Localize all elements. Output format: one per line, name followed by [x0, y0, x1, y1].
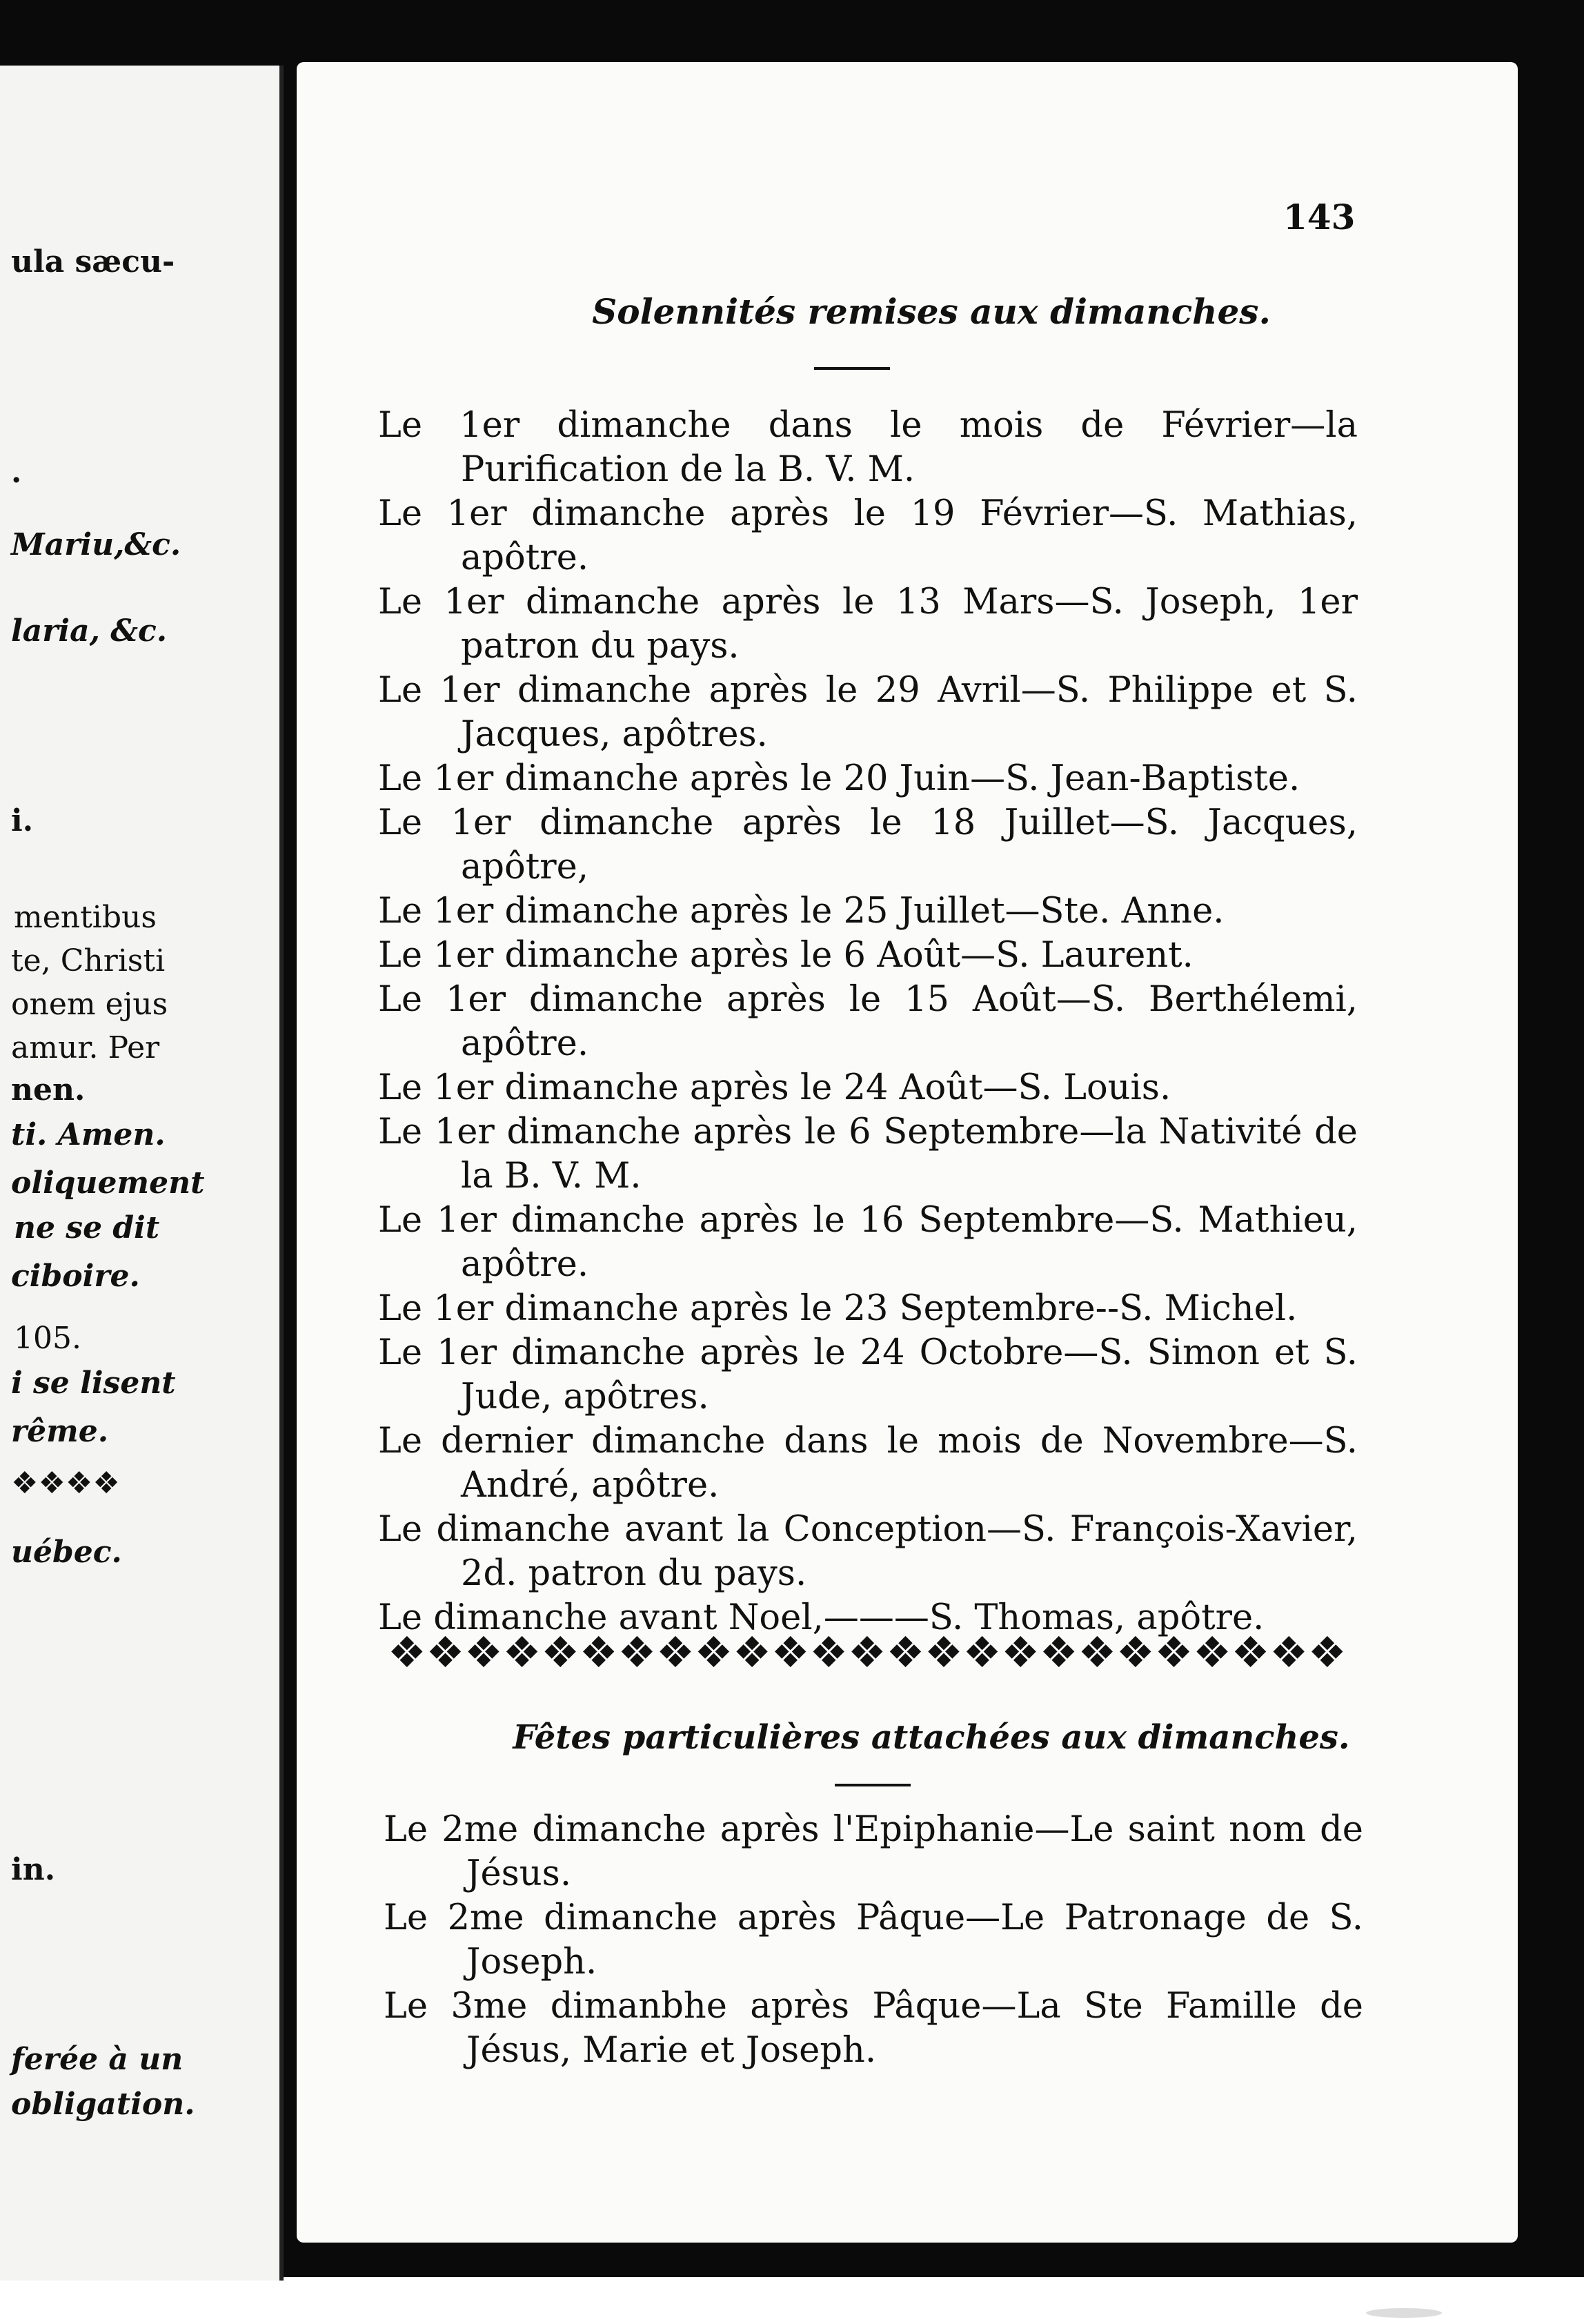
left-line: i se lisent — [11, 1366, 176, 1401]
left-line: 105. — [14, 1321, 81, 1356]
section-heading-fetes: Fêtes particulières attachées aux dimanches. — [513, 1718, 1350, 1757]
left-line: mentibus — [14, 900, 157, 935]
page-number: 143 — [1283, 197, 1356, 237]
list-item: Le 1er dimanche après le 6 Août—S. Laurent. — [378, 935, 1194, 976]
list-item: Le 1er dimanche après le 6 Septembre—la Nativité de la B. V. M. — [378, 1112, 1358, 1197]
left-line: amur. Per — [11, 1030, 160, 1065]
left-ornaments: ❖❖❖❖ — [11, 1466, 120, 1501]
list-item: Le 1er dimanche après le 19 Février—S. Mathias, apôtre. — [378, 493, 1358, 578]
left-line: ti. Amen. — [11, 1117, 166, 1152]
list-item: Le 1er dimanche après le 24 Août—S. Louis. — [378, 1067, 1171, 1108]
left-line: Mariu,&c. — [11, 527, 181, 562]
list-item: Le 1er dimanche après le 18 Juillet—S. Jacques, apôtre, — [378, 802, 1358, 887]
left-line: uébec. — [11, 1535, 122, 1570]
left-line: nen. — [11, 1072, 86, 1107]
list-item: Le 1er dimanche après le 15 Août—S. Berthélemi, apôtre. — [378, 979, 1358, 1064]
left-line: ciboire. — [11, 1259, 140, 1294]
list-item: Le 1er dimanche après le 20 Juin—S. Jean-Baptiste. — [378, 758, 1300, 799]
left-line: te, Christi — [11, 943, 166, 978]
left-line: ferée à un — [11, 2042, 184, 2077]
left-line: ula sæcu- — [11, 244, 175, 279]
list-item: Le 1er dimanche après le 23 Septembre--S. Michel. — [378, 1288, 1298, 1329]
heading-rule — [835, 1784, 911, 1786]
heading-rule — [814, 367, 890, 370]
previous-page-fragment — [0, 66, 284, 2281]
left-line: . — [11, 455, 22, 490]
ornament-divider: ❖❖❖❖❖❖❖❖❖❖❖❖❖❖❖❖❖❖❖❖❖❖❖❖❖ — [388, 1627, 1347, 1677]
list-item: Le 2me dimanche après Pâque—Le Patronage de S. Joseph. — [384, 1898, 1363, 1982]
left-line: in. — [11, 1852, 56, 1887]
solennites-list — [378, 404, 1358, 1640]
list-item: Le 1er dimanche après le 13 Mars—S. Joseph, 1er patron du pays. — [378, 582, 1358, 667]
list-item: Le dernier dimanche dans le mois de Novembre—S. André, apôtre. — [378, 1421, 1358, 1506]
list-item: Le 1er dimanche après le 25 Juillet—Ste. Anne. — [378, 891, 1225, 932]
list-item: Le 1er dimanche après le 29 Avril—S. Philippe et S. Jacques, apôtres. — [378, 670, 1358, 755]
left-line: ne se dit — [14, 1210, 160, 1245]
list-item: Le 1er dimanche après le 24 Octobre—S. Simon et S. Jude, apôtres. — [378, 1332, 1358, 1417]
left-line: oliquement — [11, 1165, 205, 1201]
list-item: Le 2me dimanche après l'Epiphanie—Le saint nom de Jésus. — [384, 1809, 1363, 1894]
left-line: i. — [11, 803, 34, 838]
scan-smudge — [1366, 2308, 1442, 2318]
left-line: rême. — [11, 1414, 109, 1449]
list-item: Le dimanche avant Noel,———S. Thomas, apôtre. — [378, 1597, 1265, 1638]
left-line: onem ejus — [11, 987, 168, 1022]
list-item: Le dimanche avant la Conception—S. François-Xavier, 2d. patron du pays. — [378, 1509, 1358, 1594]
section-heading-solennites: Solennités remises aux dimanches. — [592, 291, 1271, 332]
scan-border-right — [1518, 41, 1584, 2277]
list-item: Le 3me dimanbhe après Pâque—La Ste Famille de Jésus, Marie et Joseph. — [384, 1986, 1363, 2071]
left-line: obligation. — [11, 2087, 195, 2122]
left-line: laria, &c. — [11, 613, 168, 649]
fetes-list — [384, 1808, 1363, 2073]
list-item: Le 1er dimanche dans le mois de Février—la Purification de la B. V. M. — [378, 405, 1358, 490]
list-item: Le 1er dimanche après le 16 Septembre—S. Mathieu, apôtre. — [378, 1200, 1358, 1285]
